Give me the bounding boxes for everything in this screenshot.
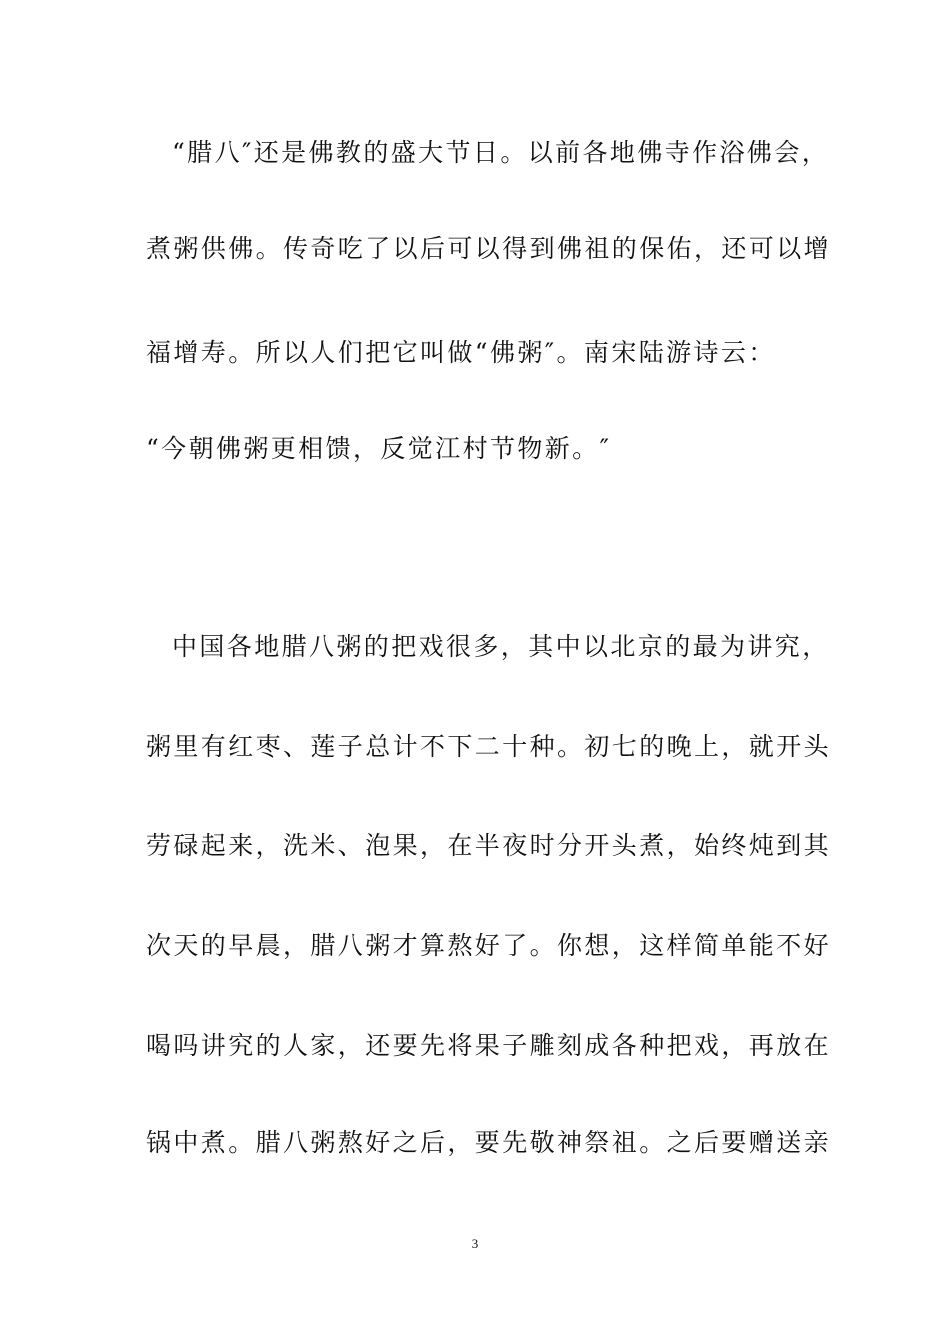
paragraph-2-line-5: 喝吗讲究的人家，还要先将果子雕刻成各种把戏，再放在 — [146, 1031, 832, 1060]
page-number: 3 — [471, 1236, 479, 1251]
paragraph-1-line-3: 福增寿。所以人们把它叫做“佛粥″。南宋陆游诗云： — [146, 338, 776, 367]
paragraph-2-line-3: 劳碌起来，洗米、泡果，在半夜时分开头煮，始终炖到其 — [146, 831, 832, 860]
paragraph-1-line-2: 煮粥供佛。传奇吃了以后可以得到佛祖的保佑，还可以增 — [146, 234, 832, 263]
paragraph-2-line-4: 次天的早晨，腊八粥才算熬好了。你想，这样简单能不好 — [146, 931, 832, 960]
paragraph-1-line-1: “腊八″还是佛教的盛大节日。以前各地佛寺作浴佛会， — [172, 138, 830, 167]
paragraph-1-line-4: “今朝佛粥更相馈，反觉江村节物新。″ — [146, 434, 612, 463]
paragraph-2-line-6: 锅中煮。腊八粥熬好之后，要先敬神祭祖。之后要赠送亲 — [146, 1128, 832, 1157]
paragraph-2-line-2: 粥里有红枣、莲子总计不下二十种。初七的晚上，就开头 — [146, 732, 832, 761]
paragraph-2-line-1: 中国各地腊八粥的把戏很多，其中以北京的最为讲究， — [172, 632, 830, 661]
